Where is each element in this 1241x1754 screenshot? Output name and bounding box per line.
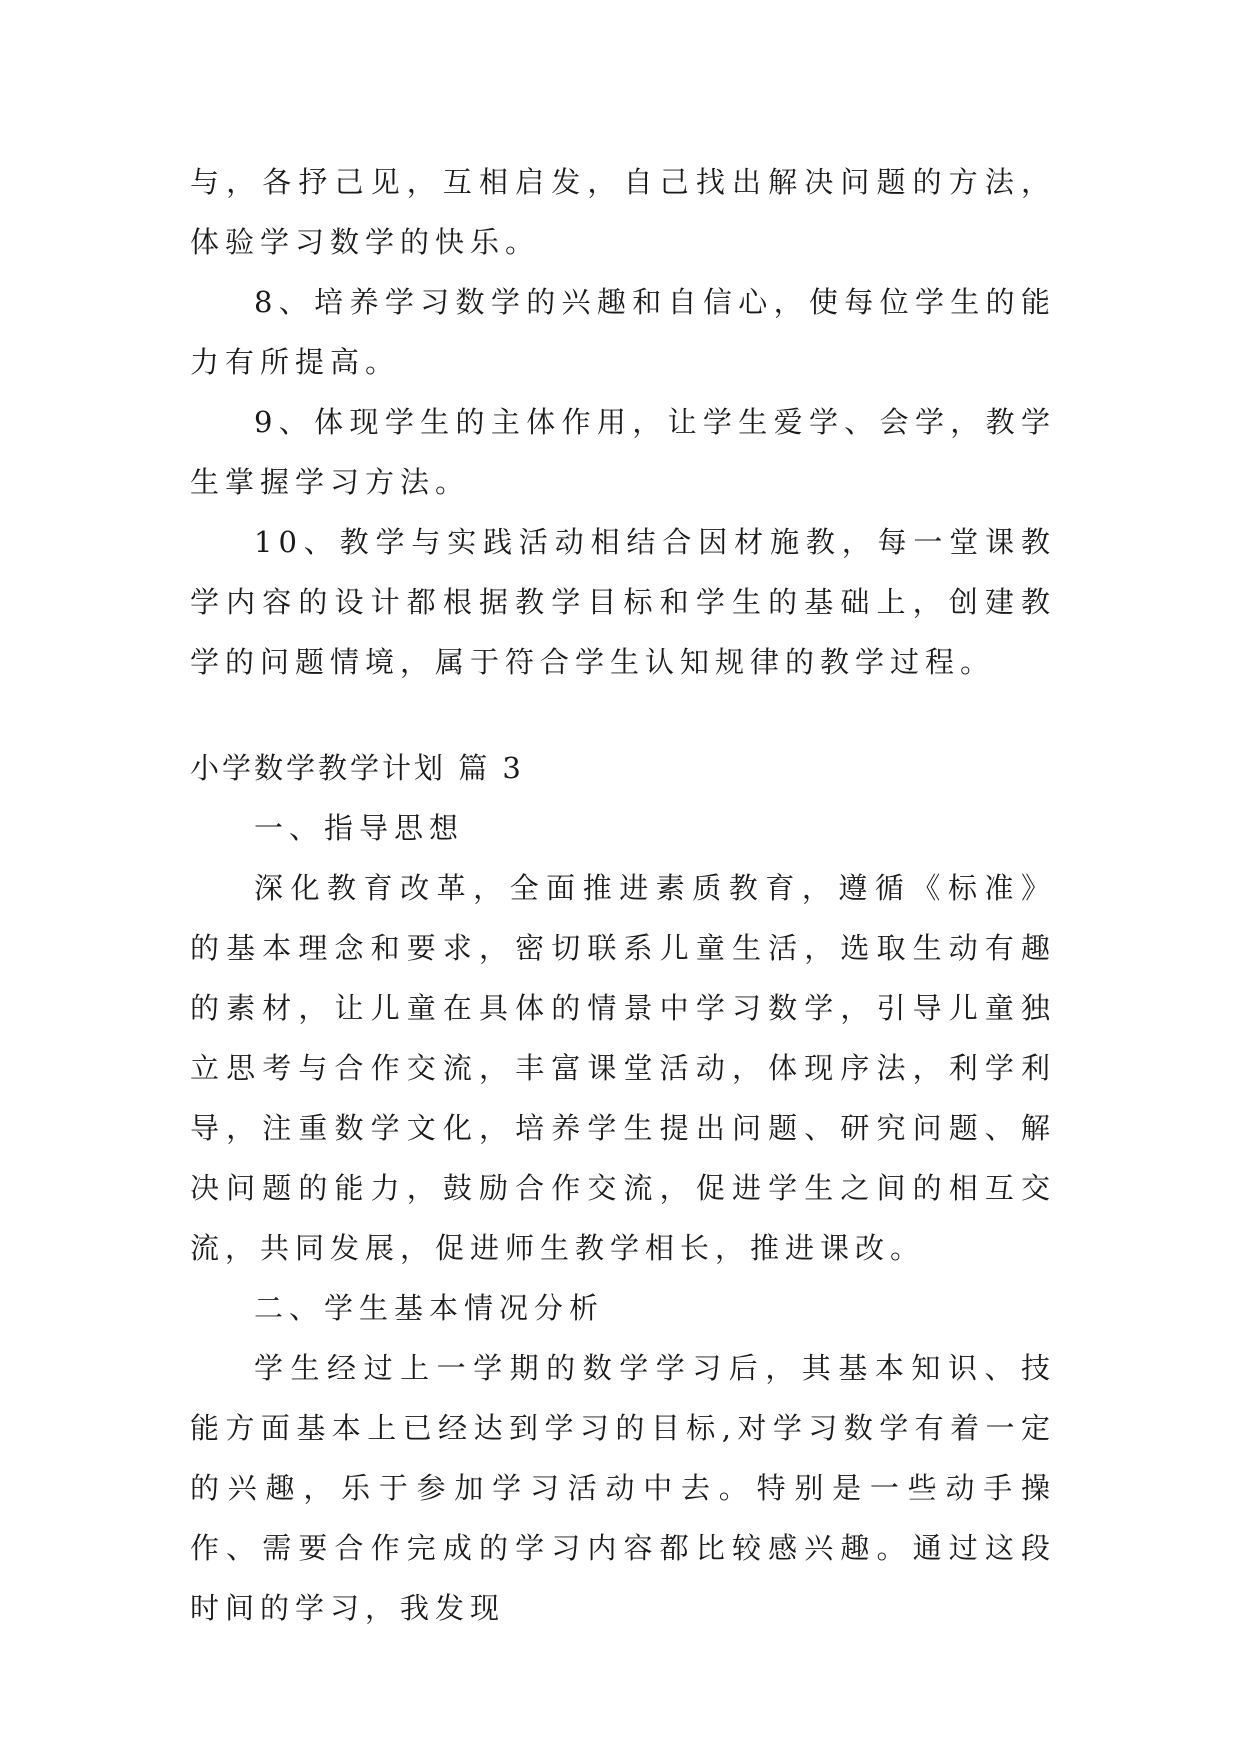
list-item-8: 8、培养学习数学的兴趣和自信心，使每位学生的能力有所提高。: [190, 285, 1056, 379]
continuation-paragraph: 与，各抒己见，互相启发，自己找出解决问题的方法，体验学习数学的快乐。: [190, 165, 1056, 259]
paragraph-guiding-ideology: 深化教育改革，全面推进素质教育，遵循《标准》的基本理念和要求，密切联系儿童生活，选取生动有趣的素材，让儿童在具体的情景中学习数学，引导儿童独立思考与合作交流，丰富课堂活动，体现序法，利学利导，注重数学文化，培养学生提出问题、研究问题、解决问题的能力，鼓励合作交流，促进学生之间的相互交流，共同发展，促进师生教学相长，推进课改。: [190, 871, 1056, 1265]
paragraph-student-analysis: 学生经过上一学期的数学学习后，其基本知识、技能方面基本上已经达到学习的目标,对学习数学有着一定的兴趣，乐于参加学习活动中去。特别是一些动手操作、需要合作完成的学习内容都比较感兴趣。通过这段时间的学习，我发现: [190, 1351, 1056, 1625]
heading-student-analysis: 二、学生基本情况分析: [254, 1291, 605, 1325]
list-item-10: 10、教学与实践活动相结合因材施教，每一堂课教学内容的设计都根据教学目标和学生的基础上，创建教学的问题情境，属于符合学生认知规律的教学过程。: [190, 525, 1056, 679]
heading-guiding-ideology: 一、指导思想: [254, 811, 465, 845]
document-page: [190, 152, 1056, 1638]
section-title: 小学数学教学计划 篇 3: [190, 751, 524, 785]
list-item-9: 9、体现学生的主体作用，让学生爱学、会学，教学生掌握学习方法。: [190, 405, 1056, 499]
